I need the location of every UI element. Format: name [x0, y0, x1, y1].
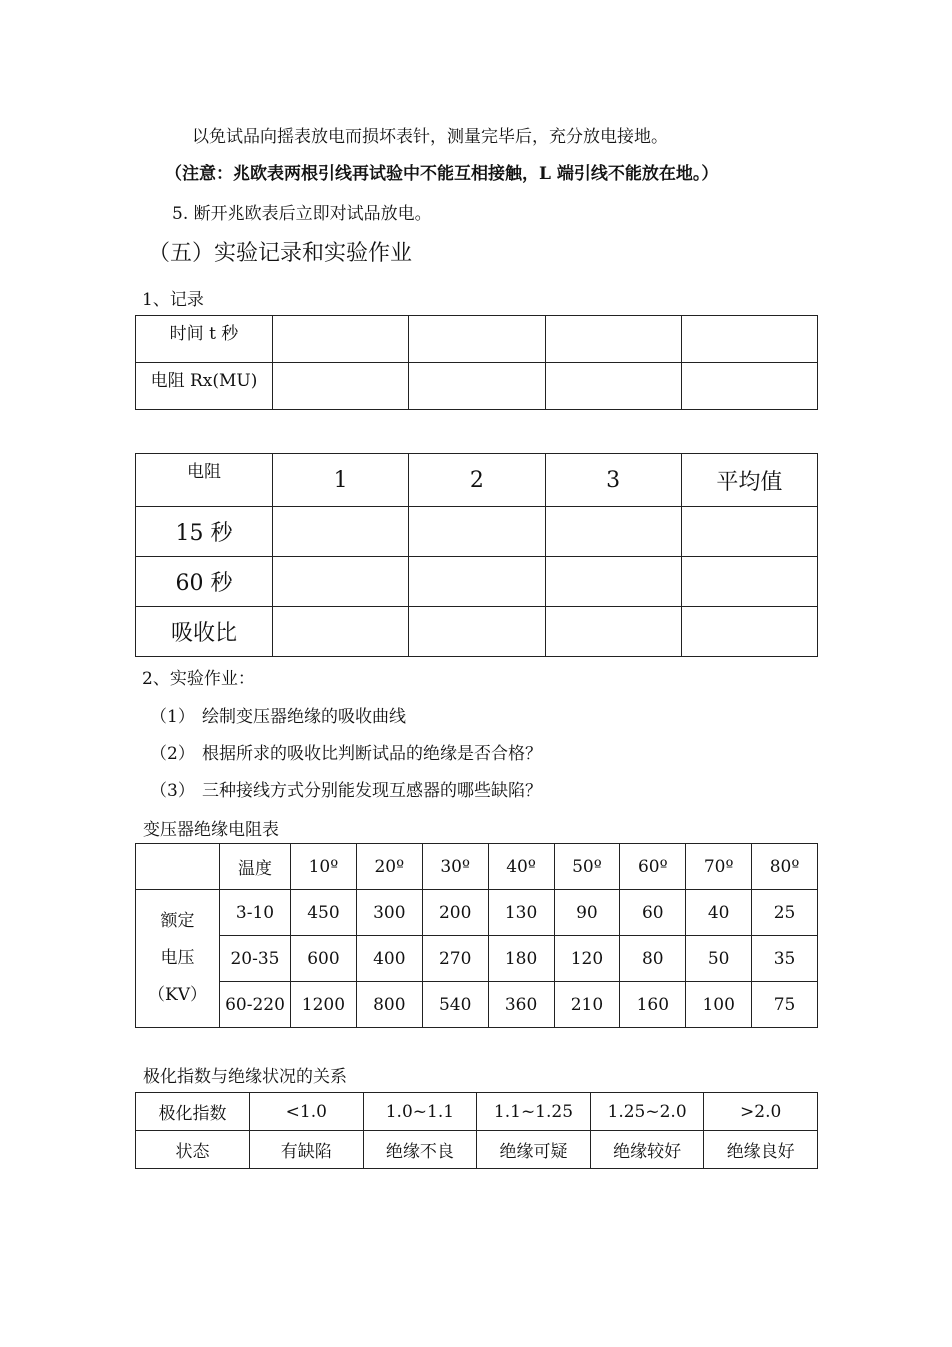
- row-label: 15 秒: [136, 507, 273, 557]
- value-cell: 25: [752, 890, 818, 936]
- index-cell: >2.0: [704, 1093, 818, 1131]
- caption-polarization-table: 极化指数与绝缘状况的关系: [143, 1067, 347, 1087]
- value-cell: 180: [488, 936, 554, 982]
- table-row: [136, 507, 818, 557]
- value-cell: 200: [422, 890, 488, 936]
- question-number: （1）: [150, 707, 195, 727]
- row-label-state: 状态: [136, 1131, 250, 1169]
- table-row: [136, 316, 818, 363]
- temp-header: 20º: [356, 844, 422, 890]
- table-row: [136, 982, 818, 1028]
- index-cell: 1.0~1.1: [363, 1093, 477, 1131]
- row-label: 吸收比: [136, 607, 273, 657]
- value-cell: 1200: [291, 982, 357, 1028]
- absorb-cell[interactable]: [545, 607, 681, 657]
- paragraph-discharge: 以免试品向摇表放电而损坏表针，测量完毕后，充分放电接地。: [192, 127, 668, 147]
- table-header-row: [136, 454, 818, 507]
- question-text: 绘制变压器绝缘的吸收曲线: [202, 707, 406, 727]
- state-cell: 绝缘良好: [704, 1131, 818, 1169]
- note-warning: （注意：兆欧表两根引线再试验中不能互相接触，L 端引线不能放在地。）: [165, 164, 719, 184]
- subheading-record: 1、记录: [142, 290, 204, 310]
- absorb-cell[interactable]: [681, 507, 817, 557]
- question-1: [150, 702, 406, 727]
- value-cell: 90: [554, 890, 620, 936]
- record-cell[interactable]: [545, 316, 681, 363]
- temp-header: 40º: [488, 844, 554, 890]
- index-cell: 1.25~2.0: [590, 1093, 704, 1131]
- value-cell: 800: [356, 982, 422, 1028]
- rated-voltage-label: [136, 890, 220, 1028]
- section-heading: （五）实验记录和实验作业: [148, 241, 413, 266]
- value-cell: 540: [422, 982, 488, 1028]
- value-cell: 400: [356, 936, 422, 982]
- record-cell[interactable]: [273, 363, 409, 410]
- absorb-cell[interactable]: [409, 507, 545, 557]
- state-cell: 绝缘可疑: [477, 1131, 591, 1169]
- value-cell: 50: [686, 936, 752, 982]
- index-cell: <1.0: [250, 1093, 364, 1131]
- value-cell: 100: [686, 982, 752, 1028]
- column-header: 3: [545, 454, 681, 507]
- question-number: （3）: [150, 781, 195, 801]
- temp-header: 30º: [422, 844, 488, 890]
- table-row: [136, 890, 818, 936]
- question-2: [150, 739, 542, 764]
- absorb-cell[interactable]: [273, 607, 409, 657]
- value-cell: 120: [554, 936, 620, 982]
- temp-header: 80º: [752, 844, 818, 890]
- value-cell: 600: [291, 936, 357, 982]
- value-cell: 360: [488, 982, 554, 1028]
- record-cell[interactable]: [681, 363, 817, 410]
- corner-label: 电阻: [136, 454, 273, 507]
- absorb-cell[interactable]: [273, 557, 409, 607]
- value-cell: 40: [686, 890, 752, 936]
- table-header-row: [136, 844, 818, 890]
- temp-header: 60º: [620, 844, 686, 890]
- value-cell: 210: [554, 982, 620, 1028]
- temp-header: 10º: [291, 844, 357, 890]
- absorb-cell[interactable]: [409, 607, 545, 657]
- column-header: 平均值: [681, 454, 817, 507]
- absorption-table: [135, 453, 818, 657]
- record-cell[interactable]: [273, 316, 409, 363]
- value-cell: 270: [422, 936, 488, 982]
- record-table: [135, 315, 818, 410]
- state-cell: 有缺陷: [250, 1131, 364, 1169]
- question-3: [150, 776, 542, 801]
- record-cell[interactable]: [409, 363, 545, 410]
- record-cell[interactable]: [409, 316, 545, 363]
- temp-header: 50º: [554, 844, 620, 890]
- column-header: 1: [273, 454, 409, 507]
- row-label-resistance: 电阻 Rx(MU): [136, 363, 273, 410]
- value-cell: 35: [752, 936, 818, 982]
- absorb-cell[interactable]: [273, 507, 409, 557]
- table-row: [136, 557, 818, 607]
- polarization-index-table: [135, 1092, 818, 1169]
- column-header: 2: [409, 454, 545, 507]
- question-text: 根据所求的吸收比判断试品的绝缘是否合格？: [202, 744, 542, 764]
- insulation-resistance-table: [135, 843, 818, 1028]
- value-cell: 450: [291, 890, 357, 936]
- question-text: 三种接线方式分别能发现互感器的哪些缺陷？: [202, 781, 542, 801]
- absorb-cell[interactable]: [681, 557, 817, 607]
- rated-label-line: （KV）: [148, 985, 207, 1005]
- row-label: 60 秒: [136, 557, 273, 607]
- row-label-time: 时间 t 秒: [136, 316, 273, 363]
- absorb-cell[interactable]: [681, 607, 817, 657]
- question-number: （2）: [150, 744, 195, 764]
- voltage-cell: 60-220: [220, 982, 291, 1028]
- voltage-cell: 3-10: [220, 890, 291, 936]
- value-cell: 300: [356, 890, 422, 936]
- empty-cell: [136, 844, 220, 890]
- table-row: [136, 363, 818, 410]
- absorb-cell[interactable]: [545, 507, 681, 557]
- state-cell: 绝缘不良: [363, 1131, 477, 1169]
- voltage-cell: 20-35: [220, 936, 291, 982]
- row-label-index: 极化指数: [136, 1093, 250, 1131]
- state-cell: 绝缘较好: [590, 1131, 704, 1169]
- record-cell[interactable]: [545, 363, 681, 410]
- caption-insulation-table: 变压器绝缘电阻表: [143, 820, 279, 840]
- record-cell[interactable]: [681, 316, 817, 363]
- absorb-cell[interactable]: [545, 557, 681, 607]
- temp-label: 温度: [220, 844, 291, 890]
- table-row: [136, 1131, 818, 1169]
- value-cell: 130: [488, 890, 554, 936]
- table-row: [136, 1093, 818, 1131]
- rated-label-line: 电压: [160, 948, 195, 968]
- value-cell: 60: [620, 890, 686, 936]
- value-cell: 160: [620, 982, 686, 1028]
- value-cell: 75: [752, 982, 818, 1028]
- step-5: 5. 断开兆欧表后立即对试品放电。: [172, 204, 432, 224]
- absorb-cell[interactable]: [409, 557, 545, 607]
- temp-header: 70º: [686, 844, 752, 890]
- subheading-homework: 2、实验作业：: [142, 669, 255, 689]
- value-cell: 80: [620, 936, 686, 982]
- rated-label-line: 额定: [160, 911, 195, 931]
- index-cell: 1.1~1.25: [477, 1093, 591, 1131]
- table-row: [136, 607, 818, 657]
- table-row: [136, 936, 818, 982]
